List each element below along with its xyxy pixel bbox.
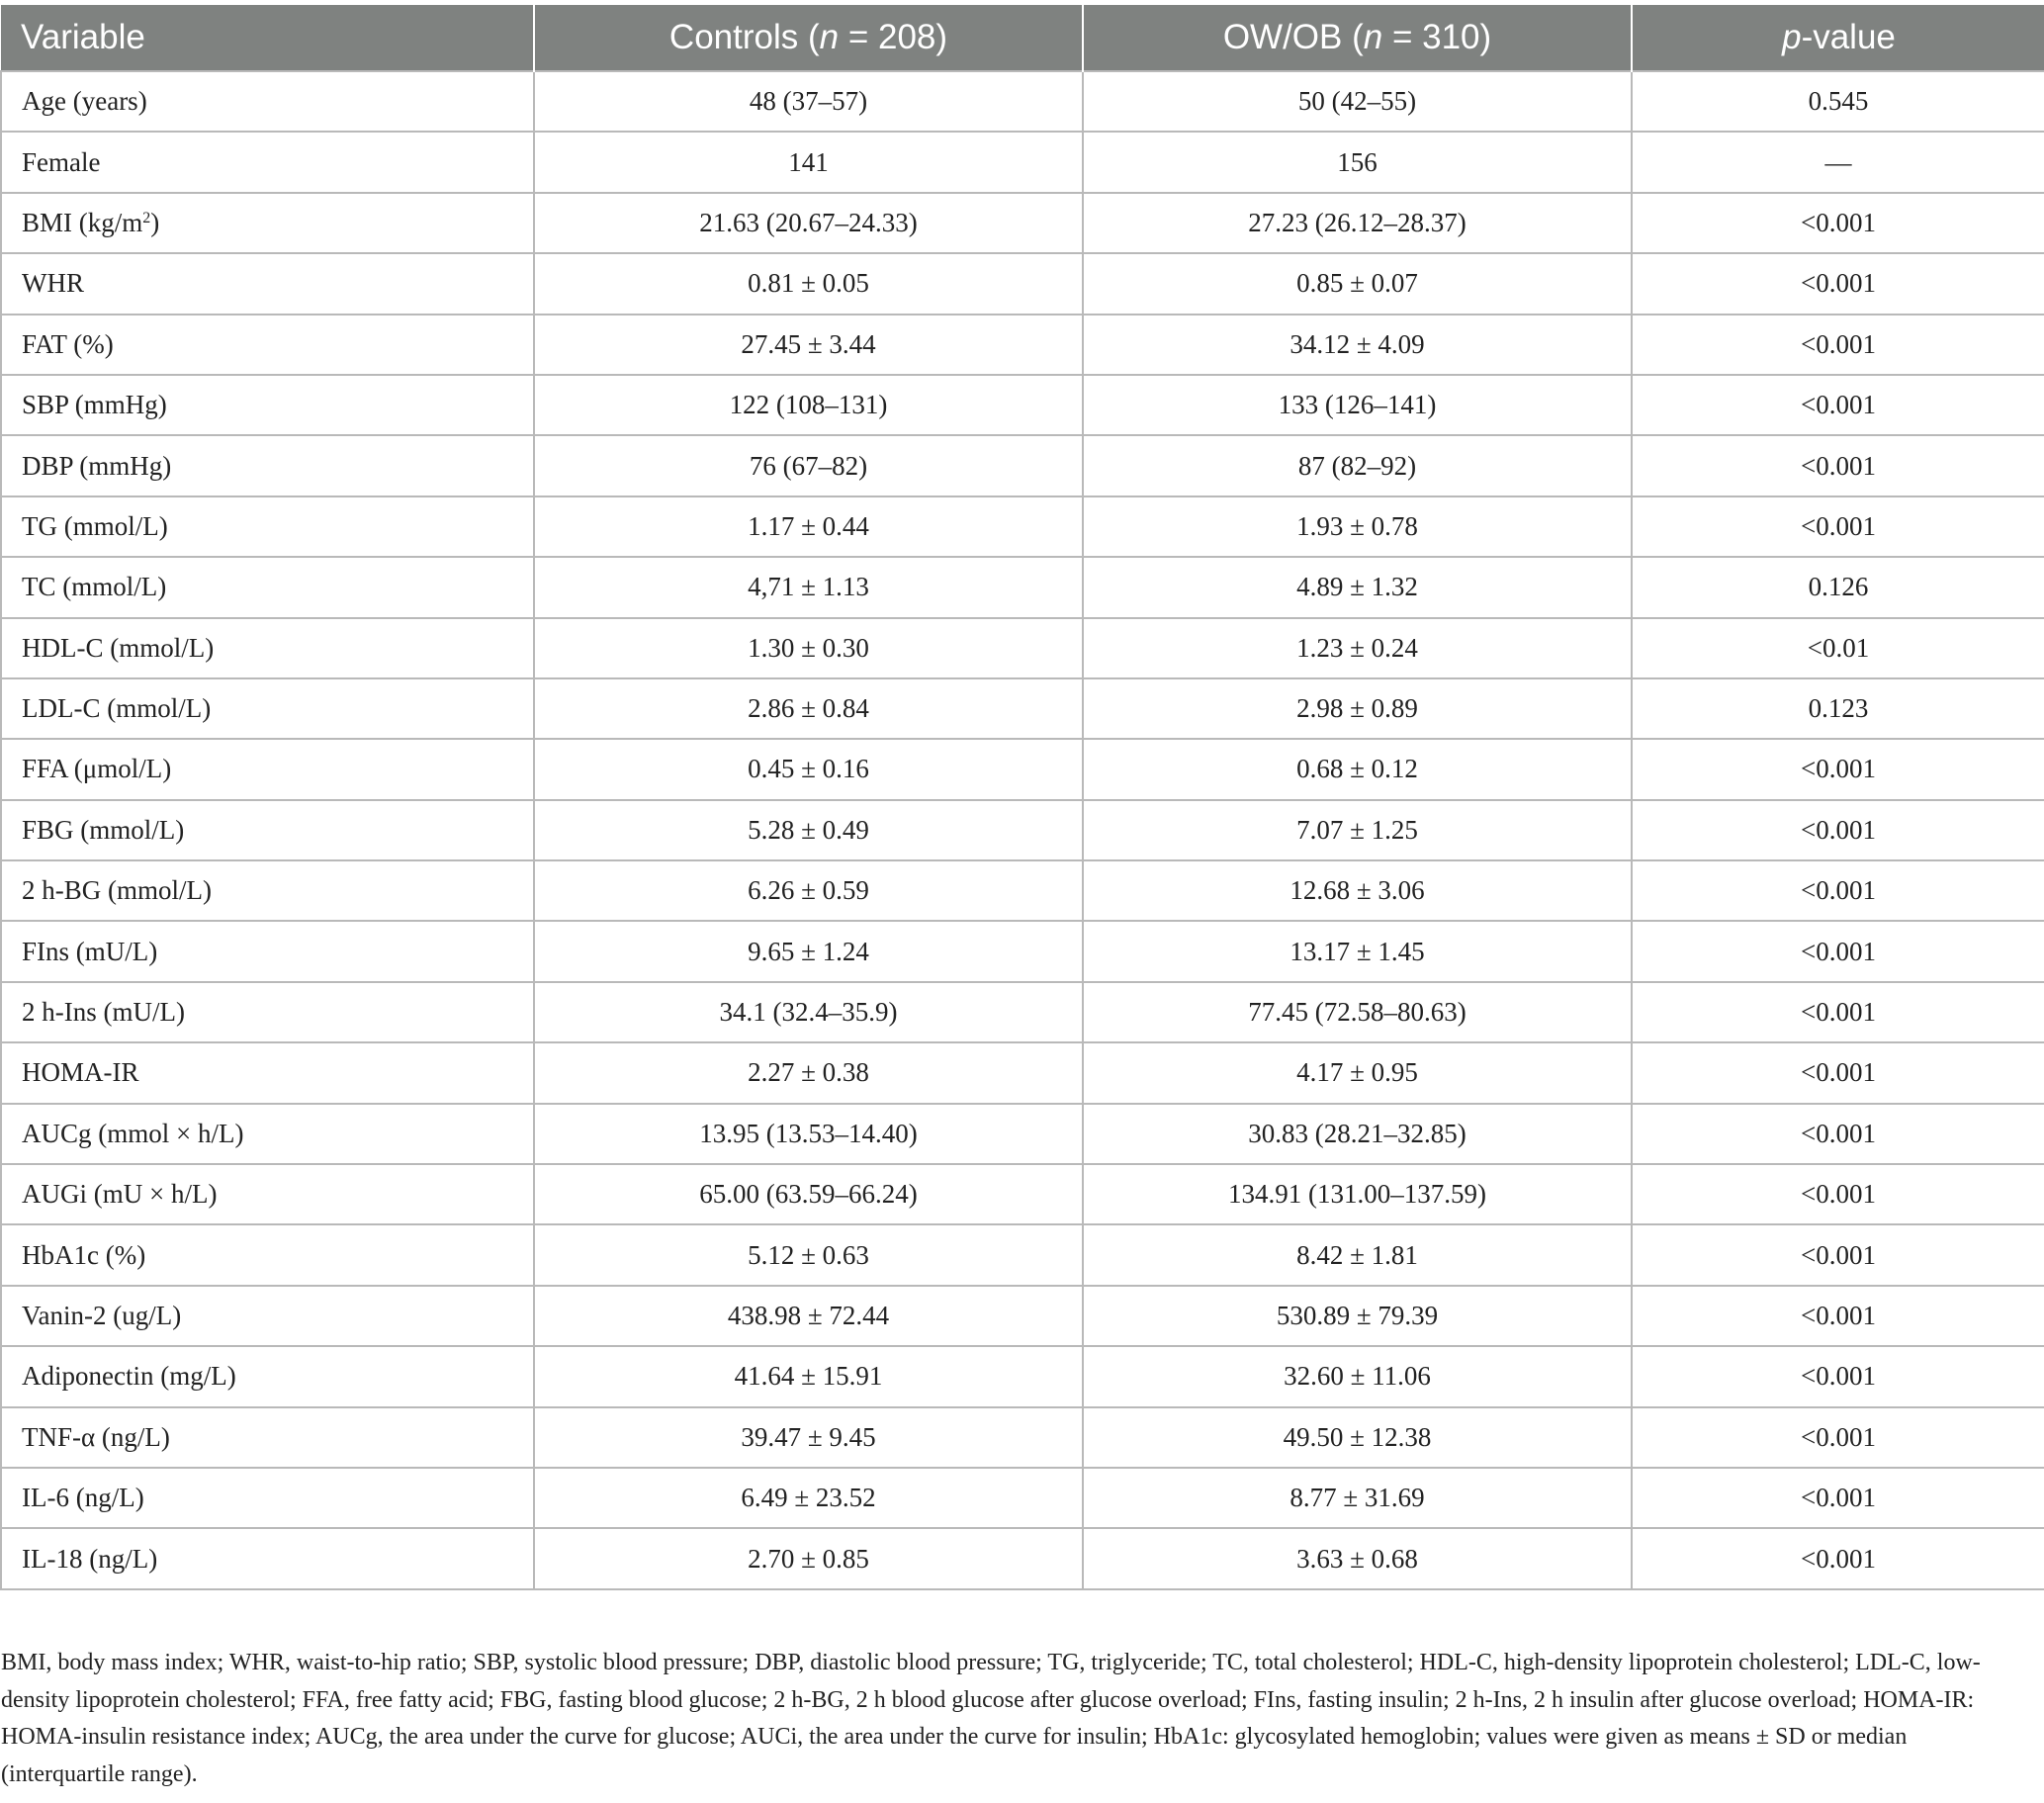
header-owob-post: = 310) [1382,18,1492,56]
cell-p-value: <0.001 [1632,921,2044,981]
variable-label: Age (years) [22,86,147,117]
cell-variable [1,1042,534,1103]
cell-variable [1,132,534,192]
cell-variable [1,71,534,132]
cell-controls: 1.30 ± 0.30 [534,618,1083,678]
table-row [1,1224,2044,1285]
variable-label: AUGi (mU × h/L) [22,1179,218,1210]
table-row [1,800,2044,860]
cell-owob: 30.83 (28.21–32.85) [1083,1104,1632,1164]
cell-owob: 7.07 ± 1.25 [1083,800,1632,860]
cell-p-value: <0.001 [1632,1286,2044,1346]
data-table-container [0,5,2044,1590]
header-owob-italic: n [1363,18,1383,56]
cell-controls: 27.45 ± 3.44 [534,315,1083,375]
cell-p-value: — [1632,132,2044,192]
cell-owob: 1.23 ± 0.24 [1083,618,1632,678]
variable-label: FIns (mU/L) [22,936,158,966]
cell-controls: 13.95 (13.53–14.40) [534,1104,1083,1164]
cell-variable [1,800,534,860]
variable-label: TG (mmol/L) [22,510,168,541]
variable-label: Adiponectin (mg/L) [22,1361,236,1392]
header-owob-pre: OW/OB ( [1222,18,1364,56]
cell-p-value: <0.001 [1632,1528,2044,1588]
cell-controls: 34.1 (32.4–35.9) [534,982,1083,1042]
header-variable-label: Variable [21,18,145,56]
variable-label: IL-18 (ng/L) [22,1543,158,1574]
variable-label-suffix: ) [150,207,160,237]
cell-p-value: <0.001 [1632,1164,2044,1224]
cell-owob: 0.85 ± 0.07 [1083,253,1632,314]
cell-controls: 0.45 ± 0.16 [534,739,1083,799]
table-row [1,496,2044,557]
cell-owob: 12.68 ± 3.06 [1083,860,1632,921]
variable-label: WHR [22,268,84,299]
table-row [1,1407,2044,1468]
cell-p-value: <0.001 [1632,496,2044,557]
table-row [1,1346,2044,1406]
variable-superscript: 2 [142,209,151,226]
table-row [1,1042,2044,1103]
table-row [1,71,2044,132]
variable-label: SBP (mmHg) [22,390,167,420]
header-p-post: -value [1801,18,1896,56]
table-row [1,1468,2044,1528]
cell-controls: 122 (108–131) [534,375,1083,435]
cell-controls: 48 (37–57) [534,71,1083,132]
variable-label: BMI (kg/m [22,207,143,237]
cell-variable [1,1286,534,1346]
cell-controls: 2.70 ± 0.85 [534,1528,1083,1588]
cell-p-value: <0.001 [1632,1346,2044,1406]
cell-controls: 21.63 (20.67–24.33) [534,193,1083,253]
variable-label: IL-6 (ng/L) [22,1483,144,1513]
cell-variable [1,1468,534,1528]
cell-p-value: 0.123 [1632,678,2044,739]
cell-p-value: <0.001 [1632,1224,2044,1285]
cell-owob: 8.42 ± 1.81 [1083,1224,1632,1285]
cell-p-value: <0.001 [1632,1104,2044,1164]
cell-p-value: <0.001 [1632,800,2044,860]
cell-p-value: <0.001 [1632,1407,2044,1468]
cell-p-value: 0.126 [1632,557,2044,617]
cell-p-value: <0.001 [1632,253,2044,314]
cell-owob: 2.98 ± 0.89 [1083,678,1632,739]
cell-p-value: <0.001 [1632,1468,2044,1528]
cell-owob: 3.63 ± 0.68 [1083,1528,1632,1588]
cell-p-value: <0.001 [1632,739,2044,799]
cell-owob: 133 (126–141) [1083,375,1632,435]
cell-variable [1,1346,534,1406]
cell-variable [1,739,534,799]
table-row [1,1528,2044,1588]
table-row [1,557,2044,617]
cell-owob: 50 (42–55) [1083,71,1632,132]
cell-p-value: 0.545 [1632,71,2044,132]
cell-p-value: <0.001 [1632,435,2044,496]
cell-p-value: <0.001 [1632,193,2044,253]
table-row [1,193,2044,253]
header-controls-post: = 208) [839,18,948,56]
cell-owob: 34.12 ± 4.09 [1083,315,1632,375]
variable-label: HOMA-IR [22,1057,139,1088]
cell-variable [1,921,534,981]
header-controls-italic: n [819,18,840,56]
variable-label: 2 h-Ins (mU/L) [22,997,185,1028]
table-row [1,1104,2044,1164]
cell-controls: 2.27 ± 0.38 [534,1042,1083,1103]
cell-variable [1,1224,534,1285]
variable-label: AUCg (mmol × h/L) [22,1118,244,1148]
cell-owob: 134.91 (131.00–137.59) [1083,1164,1632,1224]
cell-owob: 87 (82–92) [1083,435,1632,496]
cell-variable [1,1528,534,1588]
variable-label: DBP (mmHg) [22,450,172,481]
table-row [1,618,2044,678]
variable-label: FAT (%) [22,328,114,359]
variable-label: FBG (mmol/L) [22,814,185,845]
variable-label: HbA1c (%) [22,1239,146,1270]
cell-owob: 156 [1083,132,1632,192]
cell-controls: 0.81 ± 0.05 [534,253,1083,314]
cell-owob: 77.45 (72.58–80.63) [1083,982,1632,1042]
table-row [1,1286,2044,1346]
cell-owob: 1.93 ± 0.78 [1083,496,1632,557]
variable-label: 2 h-BG (mmol/L) [22,875,212,906]
cell-controls: 2.86 ± 0.84 [534,678,1083,739]
cell-controls: 76 (67–82) [534,435,1083,496]
table-row [1,435,2044,496]
table-row [1,1164,2044,1224]
variable-label: Female [22,146,101,177]
cell-controls: 4,71 ± 1.13 [534,557,1083,617]
header-controls-pre: Controls ( [668,18,820,56]
cell-p-value: <0.001 [1632,1042,2044,1103]
header-variable [1,5,534,71]
cell-controls: 6.26 ± 0.59 [534,860,1083,921]
cell-owob: 4.17 ± 0.95 [1083,1042,1632,1103]
cell-owob: 49.50 ± 12.38 [1083,1407,1632,1468]
cell-variable [1,1104,534,1164]
cell-variable [1,1407,534,1468]
cell-controls: 5.28 ± 0.49 [534,800,1083,860]
cell-controls: 41.64 ± 15.91 [534,1346,1083,1406]
table-row [1,253,2044,314]
table-header-row [1,5,2044,71]
cell-owob: 530.89 ± 79.39 [1083,1286,1632,1346]
cell-p-value: <0.001 [1632,375,2044,435]
header-p-value [1632,5,2044,71]
header-controls [534,5,1083,71]
cell-variable [1,557,534,617]
table-row [1,739,2044,799]
variable-label: TNF-α (ng/L) [22,1421,170,1452]
header-p-italic: p [1782,18,1802,56]
table-row [1,982,2044,1042]
header-owob [1083,5,1632,71]
characteristics-table [0,5,2044,1590]
cell-controls: 438.98 ± 72.44 [534,1286,1083,1346]
cell-owob: 0.68 ± 0.12 [1083,739,1632,799]
cell-controls: 9.65 ± 1.24 [534,921,1083,981]
cell-p-value: <0.001 [1632,860,2044,921]
table-footnote: BMI, body mass index; WHR, waist-to-hip ratio; SBP, systolic blood pressure; DBP, diastolic blood pressure; TG, triglyceride; TC, total cholesterol; HDL-C, high-density lipoprotein cholesterol; LDL-C, low-density lipoprotein cholesterol; FFA, free fatty acid; FBG, fasting blood glucose; 2 h-BG, 2 h blood glucose after glucose overload; FIns, fasting insulin; 2 h-Ins, 2 h insulin after glucose overload; HOMA-IR: HOMA-insulin resistance index; AUCg, the area under the curve for glucose; AUCi, the area under the curve for insulin; HbA1c: glycosylated hemoglobin; values were given as means ± SD or median (interquartile range). [1,1650,1981,1787]
table-row [1,860,2044,921]
cell-controls: 5.12 ± 0.63 [534,1224,1083,1285]
variable-label: LDL-C (mmol/L) [22,693,212,724]
cell-variable [1,496,534,557]
cell-p-value: <0.001 [1632,982,2044,1042]
cell-owob: 4.89 ± 1.32 [1083,557,1632,617]
variable-label: TC (mmol/L) [22,572,167,602]
table-row [1,132,2044,192]
cell-variable [1,982,534,1042]
cell-variable [1,315,534,375]
cell-p-value: <0.01 [1632,618,2044,678]
cell-p-value: <0.001 [1632,315,2044,375]
variable-label: FFA (μmol/L) [22,754,172,784]
table-row [1,375,2044,435]
variable-label: Vanin-2 (ug/L) [22,1301,182,1330]
cell-variable [1,860,534,921]
cell-variable [1,375,534,435]
cell-controls: 1.17 ± 0.44 [534,496,1083,557]
table-row [1,921,2044,981]
cell-controls: 65.00 (63.59–66.24) [534,1164,1083,1224]
variable-label: HDL-C (mmol/L) [22,632,215,663]
cell-controls: 141 [534,132,1083,192]
cell-variable [1,435,534,496]
table-body [1,71,2044,1589]
cell-controls: 39.47 ± 9.45 [534,1407,1083,1468]
cell-variable [1,678,534,739]
cell-variable [1,1164,534,1224]
cell-owob: 32.60 ± 11.06 [1083,1346,1632,1406]
cell-variable [1,253,534,314]
table-row [1,315,2044,375]
cell-owob: 13.17 ± 1.45 [1083,921,1632,981]
cell-owob: 8.77 ± 31.69 [1083,1468,1632,1528]
table-row [1,678,2044,739]
cell-controls: 6.49 ± 23.52 [534,1468,1083,1528]
cell-variable [1,618,534,678]
cell-variable [1,193,534,253]
cell-owob: 27.23 (26.12–28.37) [1083,193,1632,253]
